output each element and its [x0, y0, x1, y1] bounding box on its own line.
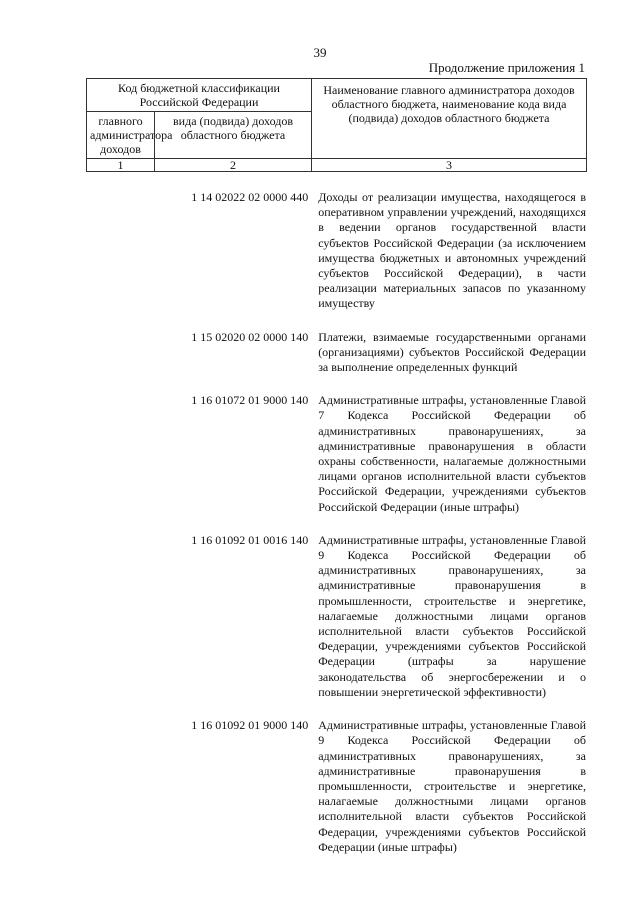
- column-number-2: 2: [155, 159, 312, 172]
- admin-code-cell: [86, 330, 157, 376]
- page-number: 39: [313, 45, 327, 60]
- admin-code-cell: [86, 718, 157, 855]
- table-header: [86, 78, 587, 172]
- header-name-column: Наименование главного администратора доходов областного бюджета, наименование кода вида (подвида) доходов областного бюджета: [312, 79, 587, 159]
- admin-code-cell: [86, 190, 157, 312]
- income-code-cell: 1 16 01092 01 9000 140: [191, 718, 309, 733]
- admin-code-cell: [86, 393, 157, 515]
- header-income-type-column: вида (подвида) доходов областного бюджета: [155, 112, 312, 159]
- header-admin-column: главного администратора доходов: [87, 112, 155, 159]
- admin-code-cell: [86, 533, 157, 700]
- column-number-3: 3: [312, 159, 587, 172]
- income-code-cell: 1 16 01072 01 9000 140: [191, 393, 309, 408]
- header-code-group: Код бюджетной классификации Российской Федерации: [87, 79, 312, 112]
- table-row: [86, 393, 586, 515]
- income-name-cell: Платежи, взимаемые государственными органами (организациями) субъектов Российской Федерации за выполнение определенных функций: [318, 329, 586, 375]
- table-row: [86, 533, 586, 700]
- income-name-cell: Административные штрафы, установленные Главой 7 Кодекса Российской Федерации об административных правонарушениях, за административные правонарушения в области охраны собственности, налагаемые должностными лицами органов исполнительной власти субъектов Российской Федерации, учреждениями субъектов Российской Федерации (иные штрафы): [318, 393, 586, 514]
- income-name-cell: Административные штрафы, установленные Главой 9 Кодекса Российской Федерации об административных правонарушениях, за административные правонарушения в промышленности, строительстве и энергетике, налагаемые должностными лицами органов исполнительной власти субъектов Российской Федерации, учреждениями субъектов Российской Федерации (иные штрафы): [318, 718, 586, 854]
- income-name-cell: Административные штрафы, установленные Главой 9 Кодекса Российской Федерации об административных правонарушениях, за административные правонарушения в промышленности, строительстве и энергетике, налагаемые должностными лицами органов исполнительной власти субъектов Российской Федерации, учреждениями субъектов Российской Федерации (штрафы за нарушение законодательства об энергосбережении и о повышении энергетической эффективности): [318, 532, 586, 699]
- income-code-cell: 1 16 01092 01 0016 140: [191, 532, 309, 547]
- table-row: [86, 330, 586, 376]
- table-row: [86, 190, 586, 312]
- column-number-1: 1: [87, 159, 155, 172]
- table-body: [86, 190, 586, 873]
- income-name-cell: Доходы от реализации имущества, находящегося в оперативном управлении учреждений, находящихся в ведении органов государственной власти субъектов Российской Федерации (за исключением имущества бюджетных и автономных учреждений субъектов Российской Федерации), в части реализации материальных запасов по указанному имуществу: [318, 190, 586, 311]
- income-code-cell: 1 15 02020 02 0000 140: [191, 329, 309, 344]
- continuation-label: Продолжение приложения 1: [428, 60, 585, 75]
- income-code-cell: 1 14 02022 02 0000 440: [191, 190, 309, 204]
- table-row: [86, 718, 586, 855]
